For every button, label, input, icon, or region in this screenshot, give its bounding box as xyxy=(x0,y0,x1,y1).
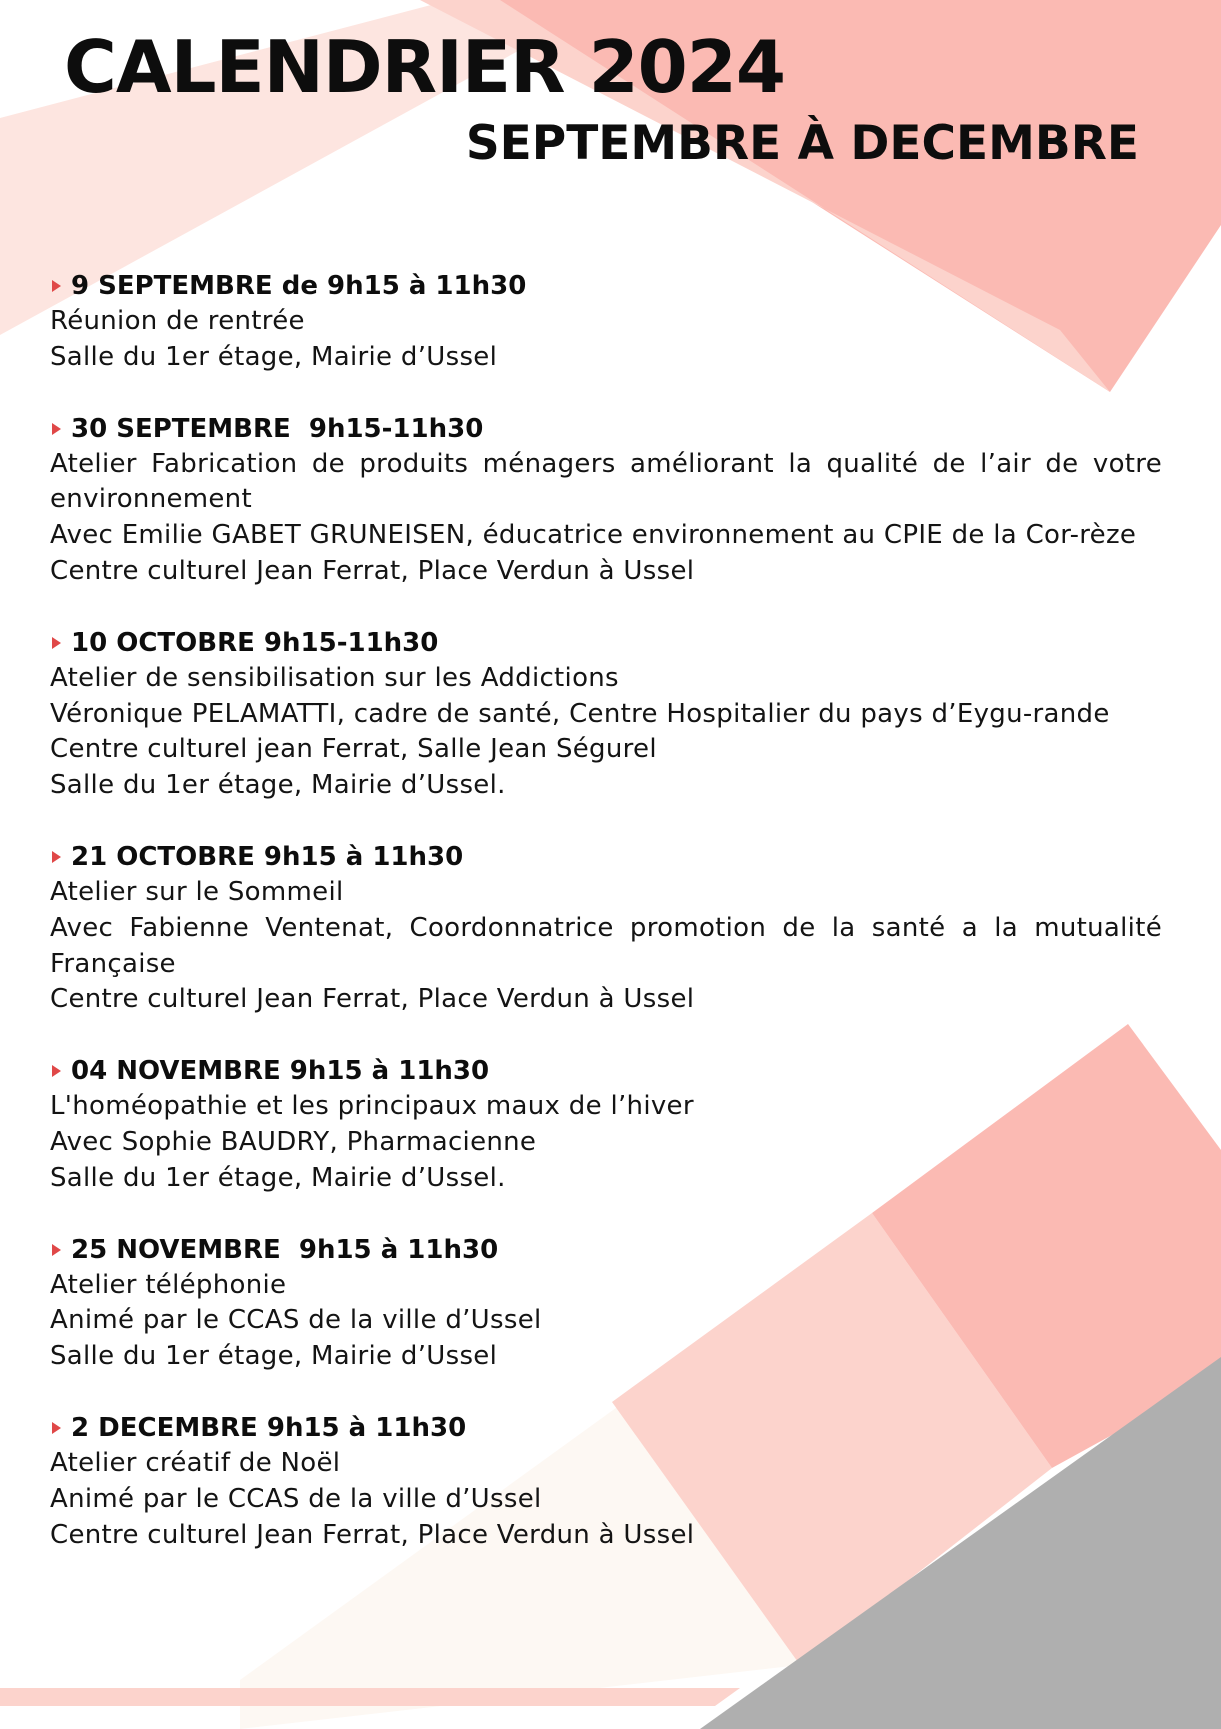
event-date: 04 NOVEMBRE 9h15 à 11h30 xyxy=(71,1056,490,1087)
event-date: 21 OCTOBRE 9h15 à 11h30 xyxy=(71,841,464,872)
event-item xyxy=(50,1232,1162,1375)
bullet-arrow-icon xyxy=(52,423,61,435)
event-item xyxy=(50,411,1162,590)
event-header xyxy=(50,268,1162,304)
event-presenter: Avec Emilie GABET GRUNEISEN, éducatrice environnement au CPIE de la Cor-rèze xyxy=(50,520,1137,551)
event-header xyxy=(50,1053,1162,1089)
bullet-arrow-icon xyxy=(52,1422,61,1434)
event-date: 25 NOVEMBRE 9h15 à 11h30 xyxy=(71,1234,499,1265)
event-location: Salle du 1er étage, Mairie d’Ussel xyxy=(50,1341,498,1372)
event-presenter: Animé par le CCAS de la ville d’Ussel xyxy=(50,1483,542,1514)
event-title: Atelier Fabrication de produits ménagers améliorant la qualité de l’air de votre environnement xyxy=(50,448,1162,515)
event-item xyxy=(50,839,1162,1018)
event-date: 9 SEPTEMBRE de 9h15 à 11h30 xyxy=(71,271,527,301)
event-title: Atelier créatif de Noël xyxy=(50,1447,341,1478)
event-header xyxy=(50,411,1162,447)
event-title: Atelier sur le Sommeil xyxy=(50,876,344,907)
event-presenter: Avec Fabienne Ventenat, Coordonnatrice promotion de la santé a la mutualité Française xyxy=(50,912,1162,979)
event-location: Centre culturel Jean Ferrat, Place Verdun à Ussel xyxy=(50,555,695,586)
event-header xyxy=(50,1232,1162,1268)
event-presenter: Animé par le CCAS de la ville d’Ussel xyxy=(50,1305,542,1336)
page-subtitle: SEPTEMBRE À DECEMBRE xyxy=(465,116,1139,171)
event-item xyxy=(50,1410,1162,1553)
event-presenter: Véronique PELAMATTI, cadre de santé, Centre Hospitalier du pays d’Eygu-rande xyxy=(50,698,1110,729)
event-location: Salle du 1er étage, Mairie d’Ussel. xyxy=(50,770,506,801)
event-location: Centre culturel Jean Ferrat, Place Verdun à Ussel xyxy=(50,984,695,1015)
events-list xyxy=(50,268,1162,1588)
event-location: Salle du 1er étage, Mairie d’Ussel xyxy=(50,341,498,372)
event-title: L'homéopathie et les principaux maux de l’hiver xyxy=(50,1091,694,1122)
event-item xyxy=(50,268,1162,376)
event-item xyxy=(50,1053,1162,1196)
event-location: Salle du 1er étage, Mairie d’Ussel. xyxy=(50,1162,506,1193)
bullet-arrow-icon xyxy=(52,280,61,292)
event-location: Centre culturel Jean Ferrat, Place Verdun à Ussel xyxy=(50,1519,695,1550)
event-title: Atelier téléphonie xyxy=(50,1269,287,1300)
page-title: CALENDRIER 2024 xyxy=(64,25,785,109)
event-location: Centre culturel jean Ferrat, Salle Jean Ségurel xyxy=(50,734,657,765)
bullet-arrow-icon xyxy=(52,1244,61,1256)
bullet-arrow-icon xyxy=(52,851,61,863)
bullet-arrow-icon xyxy=(52,1065,61,1077)
event-header xyxy=(50,839,1162,875)
event-title: Réunion de rentrée xyxy=(50,306,305,336)
event-date: 2 DECEMBRE 9h15 à 11h30 xyxy=(71,1412,467,1443)
event-header xyxy=(50,625,1162,661)
event-header xyxy=(50,1410,1162,1446)
event-presenter: Avec Sophie BAUDRY, Pharmacienne xyxy=(50,1126,537,1157)
bottom-pink-strip xyxy=(0,1688,740,1706)
event-title: Atelier de sensibilisation sur les Addictions xyxy=(50,662,619,693)
event-item xyxy=(50,625,1162,804)
event-date: 30 SEPTEMBRE 9h15-11h30 xyxy=(71,413,484,444)
bullet-arrow-icon xyxy=(52,637,61,649)
event-date: 10 OCTOBRE 9h15-11h30 xyxy=(71,627,439,658)
